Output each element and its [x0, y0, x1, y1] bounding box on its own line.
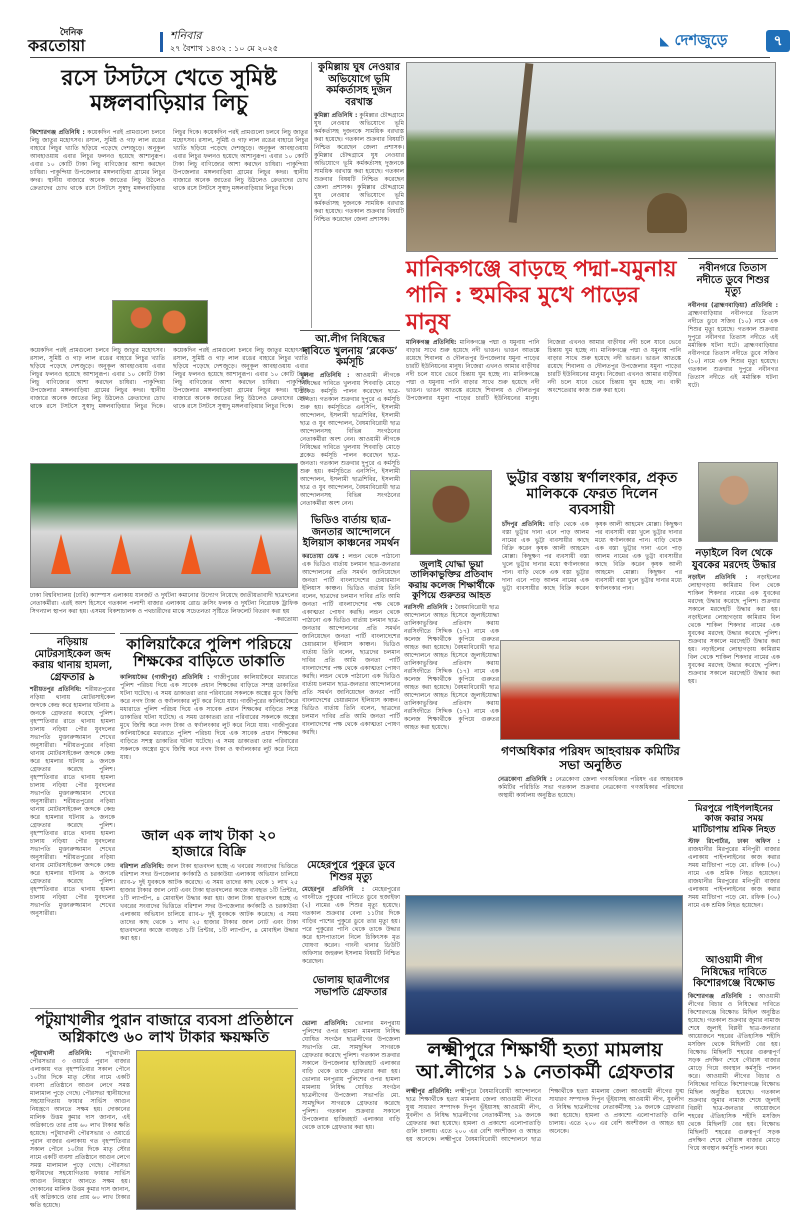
article-body: চাঁদপুর প্রতিনিধি: বাড়ি থেকে এক বস্তা ভুট্টার দানা এনে পাড় আলম নামের এক ভুট্টা ব্যবসায়ীর কাছে বিক্রি করেন কৃষক আলী আহমেদ মোল্লা। কিছুক্ষণ পর ব্যবসায়ী বস্তা খুলে ভুট্টার দানার মধ্যে স্বর্ণালংকার পান। বাড়ি থেকে এক বস্তা ভুট্টার দানা এনে পাড় আলম নামের এক ভুট্টা ব্যবসায়ীর কাছে বিক্রি করেন কৃষক আলী আহমেদ মোল্লা। কিছুক্ষণ পর ব্যবসায়ী বস্তা খুলে ভুট্টার দানার মধ্যে স্বর্ণালংকার পান। বাড়ি থেকে এক বস্তা ভুট্টার দানা এনে পাড় আলম নামের এক ভুট্টা ব্যবসায়ীর কাছে বিক্রি করেন কৃষক আলী আহমেদ মোল্লা। কিছুক্ষণ পর ব্যবসায়ী বস্তা খুলে ভুট্টার দানার মধ্যে স্বর্ণালংকার পান। [502, 521, 682, 593]
headline: জুলাই যোদ্ধা ভুয়া তালিকাভুক্তির প্রতিবাদ করায় কলেজ শিক্ষার্থীকে কুপিয়ে গুরুতর আহত [408, 560, 495, 602]
article-body-cont: কয়েকদিন পরই প্রামগুলো চলবে লিচু জাতুর মহোৎসব। রসাল, সুমিষ্ট ও গাঢ় লাল রঙের বাহারে লিচুর খ্যাতি ছড়িয়ে পড়েছে দেশজুড়ে। অনুকূল আবহাওয়ায় এবার লিচুর ফলনও হয়েছে আশানুরূপ। এবার ১০ কোটি টাকা লিচু বাণিজ্যের আশা করছেন চাষিরা। পাকুন্দিয়া উপজেলার মঙ্গলবাড়িয়া গ্রামের লিচুর কদর। স্থানীয় বাজারে অনেক জাতের লিচু উঠলেও ক্রেতাদের চোখ থাকে রসে টসটসে সুস্বাদু মঙ্গলবাড়িয়ার লিচুর দিকে। কয়েকদিন পরই প্রামগুলো চলবে লিচু জাতুর মহোৎসব। রসাল, সুমিষ্ট ও গাঢ় লাল রঙের বাহারে লিচুর খ্যাতি ছড়িয়ে পড়েছে দেশজুড়ে। অনুকূল আবহাওয়ায় এবার লিচুর ফলনও হয়েছে আশানুরূপ। এবার ১০ কোটি টাকা লিচু বাণিজ্যের আশা করছেন চাষিরা। পাকুন্দিয়া উপজেলার মঙ্গলবাড়িয়া গ্রামের লিচুর কদর। স্থানীয় বাজারে অনেক জাতের লিচু উঠলেও ক্রেতাদের চোখ থাকে রসে টসটসে সুস্বাদু মঙ্গলবাড়িয়ার লিচুর দিকে। [30, 347, 308, 410]
issue-date: ২৭ বৈশাখ ১৪৩২ : ১০ মে ২০২৫ [170, 44, 279, 53]
article-body: কালিয়াকৈর (গাজীপুর) প্রতিনিধি : গাজীপুরের কালিয়াকৈরে মধ্যরাতে পুলিশ পরিচয় দিয়ে এক সাবেক প্রধান শিক্ষকের বাড়িতে সশস্ত্র ডাকাতির ঘটনা ঘটেছে। এ সময় ডাকাতরা তার পরিবারের সকলকে অস্ত্রের মুখে জিম্মি করে নগদ টাকা ও স্বর্ণালংকার লুট করে নিয়ে যায়। গাজীপুরের কালিয়াকৈরে মধ্যরাতে পুলিশ পরিচয় দিয়ে এক সাবেক প্রধান শিক্ষকের বাড়িতে সশস্ত্র ডাকাতির ঘটনা ঘটেছে। এ সময় ডাকাতরা তার পরিবারের সকলকে অস্ত্রের মুখে জিম্মি করে নগদ টাকা ও স্বর্ণালংকার লুট করে নিয়ে যায়। গাজীপুরের কালিয়াকৈরে মধ্যরাতে পুলিশ পরিচয় দিয়ে এক সাবেক প্রধান শিক্ষকের বাড়িতে সশস্ত্র ডাকাতির ঘটনা ঘটেছে। এ সময় ডাকাতরা তার পরিবারের সকলকে অস্ত্রের মুখে জিম্মি করে নগদ টাকা ও স্বর্ণালংকার লুট করে নিয়ে যায়। [120, 673, 299, 761]
fire-damage-photo [136, 1050, 296, 1210]
traffic-cones-photo [30, 463, 298, 588]
headline: আ.লীগ নিষিদ্ধের দাবিতে খুলনায় ‘ব্লকেড’ কর্মসূচি [302, 334, 398, 368]
article-fake-note [120, 828, 298, 1004]
photo-credit: -করতোয়া [274, 616, 298, 623]
headline: রসে টসটসে খেতে সুমিষ্ট মঙ্গলবাড়িয়ার লিচু [61, 65, 277, 117]
masthead [0, 0, 800, 56]
traffic-cone-icon [51, 534, 71, 574]
body-text: কয়েকদিন পরই প্রামগুলো চলবে লিচু জাতুর মহোৎসব। রসাল, সুমিষ্ট ও গাঢ় লাল রঙের বাহারে লিচুর খ্যাতি ছড়িয়ে পড়েছে দেশজুড়ে। অনুকূল আবহাওয়ায় এবার লিচুর ফলনও হয়েছে আশানুরূপ। এবার ১০ কোটি টাকা লিচু বাণিজ্যের আশা করছেন চাষিরা। পাকুন্দিয়া উপজেলার মঙ্গলবাড়িয়া গ্রামের লিচুর কদর। স্থানীয় বাজারে অনেক জাতের লিচু উঠলেও ক্রেতাদের চোখ থাকে রসে টসটসে সুস্বাদু মঙ্গলবাড়িয়ার লিচুর দিকে। [30, 128, 202, 192]
headline: জাল এক লাখ টাকা ২০ হাজারে বিক্রি [141, 828, 277, 861]
headline: মানিকগঞ্জে বাড়ছে পদ্মা-যমুনায় পানি : হুমকির মুখে পাড়ের মানুষ [406, 256, 677, 335]
headline: মেহেরপুরে পুকুরে ডুবে শিশুর মৃত্যু [307, 860, 395, 883]
article-video-message [302, 515, 400, 855]
headline: ভুট্টার বস্তায় স্বর্ণালংকার, প্রকৃত মালিককে ফেরত দিলেন ব্যবসায়ী [506, 470, 678, 519]
litchi-photo [112, 300, 208, 344]
article-narail [688, 548, 780, 796]
tree-trunk [509, 63, 534, 223]
article-cumilla [314, 62, 404, 327]
headline: লক্ষ্মীপুরে শিক্ষার্থী হত্যা মামলায় আ.লীগের ১৯ নেতাকর্মী গ্রেফতার [416, 1039, 674, 1083]
article-body: নবীনগর (ব্রাহ্মণবাড়িয়া) প্রতিনিধি : ব্রাহ্মণবাড়িয়ার নবীনগরে তিতাস নদীতে ডুবে সজিব (১০) নামে এক শিশুর মৃত্যু হয়েছে। গতকাল শুক্রবার দুপুরে নবীনগর তিতাস নদীতে এই মর্মান্তিক ঘটনা ঘটে। ব্রাহ্মণবাড়িয়ার নবীনগরে তিতাস নদীতে ডুবে সজিব (১০) নামে এক শিশুর মৃত্যু হয়েছে। গতকাল শুক্রবার দুপুরে নবীনগর তিতাস নদীতে এই মর্মান্তিক ঘটনা ঘটে। [688, 301, 778, 389]
headline: মিরপুরে পাইপলাইনের কাজ করার সময় মাটিচাপায় শ্রমিক নিহত [692, 804, 776, 835]
article-shariatpur [30, 633, 115, 1003]
article-body: নরসিংদী প্রতিনিধি : বৈষম্যবিরোধী ছাত্র আন্দোলনে আহত হিসেবে জুলাইযোদ্ধা তালিকাভুক্তির প্রতিবাদ করায় নরসিংদীতে সিদ্দিক (১৭) নামে এক কলেজ শিক্ষার্থীকে কুপিয়ে গুরুতর আহত করা হয়েছে। বৈষম্যবিরোধী ছাত্র আন্দোলনে আহত হিসেবে জুলাইযোদ্ধা তালিকাভুক্তির প্রতিবাদ করায় নরসিংদীতে সিদ্দিক (১৭) নামে এক কলেজ শিক্ষার্থীকে কুপিয়ে গুরুতর আহত করা হয়েছে। বৈষম্যবিরোধী ছাত্র আন্দোলনে আহত হিসেবে জুলাইযোদ্ধা তালিকাভুক্তির প্রতিবাদ করায় নরসিংদীতে সিদ্দিক (১৭) নামে এক কলেজ শিক্ষার্থীকে কুপিয়ে গুরুতর আহত করা হয়েছে। [404, 604, 499, 732]
article-body: বরিশাল প্রতিনিধি: জাল টাকা হাতবদল হচ্ছে এ খবরের সংবাদের ভিত্তিতে বরিশাল সদর উপজেলার কর্ণকাঠি ও চরকাউয়া এলাকায় অভিযান চালিয়ে র‍্যাব-৮ দুই যুবককে আটক করেছে। এ সময় তাদের কাছ থেকে ১ লাখ ২৫ হাজার টাকার জাল নোট এবং টাকা হাতবদলের কাজে ব্যবহৃত ১টি প্রিন্টার, ১টি ল্যাপটপ, ৪ মোবাইল উদ্ধার করা হয়। জাল টাকা হাতবদল হচ্ছে এ খবরের সংবাদের ভিত্তিতে বরিশাল সদর উপজেলার কর্ণকাঠি ও চরকাউয়া এলাকায় অভিযান চালিয়ে র‍্যাব-৮ দুই যুবককে আটক করেছে। এ সময় তাদের কাছ থেকে ১ লাখ ২৫ হাজার টাকার জাল নোট এবং টাকা হাতবদলের কাজে ব্যবহৃত ১টি প্রিন্টার, ১টি ল্যাপটপ, ৪ মোবাইল উদ্ধার করা হয়। [120, 863, 298, 943]
article-bhola-body: ভোলা প্রতিনিধি: ভোলার মনপুরায় পুলিশের ওপর হামলা মামলায় নিষিদ্ধ ঘোষিত সংগঠন ছাত্রলীগের উপজেলা সভাপতি মো. সামছুদ্দিন সাগরকে গ্রেফতার করেছে পুলিশ। গতকাল শুক্রবার সকালে উপজেলার হাজিরহাট এলাকার বাড়ি থেকে তাকে গ্রেফতার করা হয়। ভোলার মনপুরায় পুলিশের ওপর হামলা মামলায় নিষিদ্ধ ঘোষিত সংগঠন ছাত্রলীগের উপজেলা সভাপতি মো. সামছুদ্দিন সাগরকে গ্রেফতার করেছে পুলিশ। গতকাল শুক্রবার সকালে উপজেলার হাজিরহাট এলাকার বাড়ি থেকে তাকে গ্রেফতার করা হয়। [302, 1020, 400, 1131]
article-body: কিশোরগঞ্জ প্রতিনিধি : কয়েকদিন পরই প্রামগুলো চলবে লিচু জাতুর মহোৎসব। রসাল, সুমিষ্ট ও গাঢ় লাল রঙের বাহারে লিচুর খ্যাতি ছড়িয়ে পড়েছে দেশজুড়ে। অনুকূল আবহাওয়ায় এবার লিচুর ফলনও হয়েছে আশানুরূপ। এবার ১০ কোটি টাকা লিচু বাণিজ্যের আশা করছেন চাষিরা। পাকুন্দিয়া উপজেলার মঙ্গলবাড়িয়া গ্রামের লিচুর কদর। স্থানীয় বাজারে অনেক জাতের লিচু উঠলেও ক্রেতাদের চোখ থাকে রসে টসটসে সুস্বাদু মঙ্গলবাড়িয়ার লিচুর দিকে। কয়েকদিন পরই প্রামগুলো চলবে লিচু জাতুর মহোৎসব। রসাল, সুমিষ্ট ও গাঢ় লাল রঙের বাহারে লিচুর খ্যাতি ছড়িয়ে পড়েছে দেশজুড়ে। অনুকূল আবহাওয়ায় এবার লিচুর ফলনও হয়েছে আশানুরূপ। এবার ১০ কোটি টাকা লিচু বাণিজ্যের আশা করছেন চাষিরা। পাকুন্দিয়া উপজেলার মঙ্গলবাড়িয়া গ্রামের লিচুর কদর। স্থানীয় বাজারে অনেক জাতের লিচু উঠলেও ক্রেতাদের চোখ থাকে রসে টসটসে সুস্বাদু মঙ্গলবাড়িয়ার লিচুর দিকে। [30, 128, 308, 192]
article-patuakhali [30, 1012, 298, 1226]
newspaper-logo: করতোয়া [28, 36, 86, 55]
article-gold [502, 470, 682, 636]
article-mirpur [688, 800, 780, 950]
article-body: কিশোরগঞ্জ প্রতিনিধি : আওয়ামী লীগের বিচার ও নিষিদ্ধের দাবিতে কিশোরগঞ্জে বিক্ষোভ মিছিল অনুষ্ঠিত হয়েছে। গতকাল শুক্রবার জুমার নামাজ শেষে জুলাই বিপ্লবী ছাত্র-জনতার আয়োজনে শহরের ঐতিহাসিক শহীদি মসজিদ থেকে মিছিলটি বের হয়। বিক্ষোভ মিছিলটি শহরের গুরুত্বপূর্ণ সড়ক প্রদক্ষিণ শেষে গৌরাঙ্গ বাজার মোড়ে গিয়ে অবস্থান কর্মসূচি পালন করে। আওয়ামী লীগের বিচার ও নিষিদ্ধের দাবিতে কিশোরগঞ্জে বিক্ষোভ মিছিল অনুষ্ঠিত হয়েছে। গতকাল শুক্রবার জুমার নামাজ শেষে জুলাই বিপ্লবী ছাত্র-জনতার আয়োজনে শহরের ঐতিহাসিক শহীদি মসজিদ থেকে মিছিলটি বের হয়। বিক্ষোভ মিছিলটি শহরের গুরুত্বপূর্ণ সড়ক প্রদক্ষিণ শেষে গৌরাঙ্গ বাজার মোড়ে গিয়ে অবস্থান কর্মসূচি পালন করে। [688, 992, 780, 1152]
section-label: দেশজুড়ে [674, 31, 728, 49]
headline: নড়িয়ায় মোটরসাইকেল জব্দ করায় থানায় হামলা, গ্রেফতার ৯ [32, 637, 113, 683]
article-body: লক্ষ্মীপুর প্রতিনিধি: লক্ষ্মীপুরে বৈষম্যবিরোধী আন্দোলনে ছাত্র শিক্ষার্থীকে হত্যা মামলায় জেলা আওয়ামী লীগের যুগ্ম সাধারণ সম্পাদক দিপুন ভূঁইয়াসহ আওয়ামী লীগ, যুবলীগ ও নিষিদ্ধ ছাত্রলীগের নেতাকর্মীসহ ১৯ জনকে গ্রেফতার করা হয়েছে। হামলা ও প্রকাশ্যে এলোপাতাড়ি গুলি চালায়। এতে ২০০ এর বেশি অংশীজন ও আহত হয় অনেকে। লক্ষ্মীপুরে বৈষম্যবিরোধী আন্দোলনে ছাত্র শিক্ষার্থীকে হত্যা মামলায় জেলা আওয়ামী লীগের যুগ্ম সাধারণ সম্পাদক দিপুন ভূঁইয়াসহ আওয়ামী লীগ, যুবলীগ ও নিষিদ্ধ ছাত্রলীগের নেতাকর্মীসহ ১৯ জনকে গ্রেফতার করা হয়েছে। হামলা ও প্রকাশ্যে এলোপাতাড়ি গুলি চালায়। এতে ২০০ এর বেশি অংশীজন ও আহত হয় অনেকে। [406, 1087, 684, 1143]
article-body: খুলনা প্রতিনিধি : আওয়ামী লীগকে নিষিদ্ধের দাবিতে খুলনায় শিববাড়ি মোড়ে ব্লকেড কর্মসূচি পালন করেছেন ছাত্র-জনতা। গতকাল শুক্রবার দুপুরে এ কর্মসূচি শুরু হয়। কর্মসূচিতে এনসিপি, ইসলামী আন্দোলন, ইসলামী ছাত্রশিবির, ইসলামী ছাত্র ও যুব আন্দোলন, বৈষম্যবিরোধী ছাত্র আন্দোলনসহ বিভিন্ন সংগঠনের নেতাকর্মীরা অংশ নেন। আওয়ামী লীগকে নিষিদ্ধের দাবিতে খুলনায় শিববাড়ি মোড়ে ব্লকেড কর্মসূচি পালন করেছেন ছাত্র-জনতা। গতকাল শুক্রবার দুপুরে এ কর্মসূচি শুরু হয়। কর্মসূচিতে এনসিপি, ইসলামী আন্দোলন, ইসলামী ছাত্রশিবির, ইসলামী ছাত্র ও যুব আন্দোলন, বৈষম্যবিরোধী ছাত্র আন্দোলনসহ বিভিন্ন সংগঠনের নেতাকর্মীরা অংশ নেন। [300, 371, 400, 507]
youth-photo [698, 462, 778, 542]
section-divider [30, 1008, 298, 1009]
header-divider [160, 32, 163, 52]
article-body: পটুয়াখালী প্রতিনিধি: পটুয়াখালী পৌরসভার ৩ ওয়ার্ডে পুরান বাজার এলাকায় গত বৃহস্পতিবার সকাল পৌনে ১০টার দিকে মাতৃ স্টোর নামে একটি ব্যবসা প্রতিষ্ঠানে আগুন লেগে সমস্ত মালামাল পুড়ে গেছে। পৌরসভা স্থানীয়দের সহযোগিতায় ফায়ার সার্ভিস আগুন নিয়ন্ত্রণে আনতে সক্ষম হয়। দোকানের মালিক উত্তম কুমার দাস জানান, এই অগ্নিকাণ্ডে তার প্রায় ৬০ লাখ টাকার ক্ষতি হয়েছে। পটুয়াখালী পৌরসভার ৩ ওয়ার্ডে পুরান বাজার এলাকায় গত বৃহস্পতিবার সকাল পৌনে ১০টার দিকে মাতৃ স্টোর নামে একটি ব্যবসা প্রতিষ্ঠানে আগুন লেগে সমস্ত মালামাল পুড়ে গেছে। পৌরসভা স্থানীয়দের সহযোগিতায় ফায়ার সার্ভিস আগুন নিয়ন্ত্রণে আনতে সক্ষম হয়। দোকানের মালিক উত্তম কুমার দাস জানান, এই অগ্নিকাণ্ডে তার প্রায় ৬০ লাখ টাকার ক্ষতি হয়েছে। [30, 1049, 130, 1209]
article-content-row [30, 1050, 298, 1210]
tree-stump [647, 193, 687, 233]
article-bhola [302, 975, 400, 1015]
article-meherpur [302, 860, 400, 970]
issue-day: শনিবার [170, 29, 202, 42]
headline: কুমিল্লায় ঘুষ নেওয়ার অভিযোগে ভূমি কর্মকর্তাসহ দুজন বরখাস্ত [318, 62, 400, 108]
student-photo [410, 470, 492, 555]
headline: গণঅধিকার পরিষদ আহবায়ক কমিটির সভা অনুষ্ঠিত [501, 744, 680, 772]
dateline: কিশোরগঞ্জ প্রতিনিধি : [30, 128, 85, 136]
article-manikganj [406, 256, 681, 461]
headline: নড়াইলে বিল থেকে যুবকের মরদেহ উদ্ধার [692, 548, 776, 571]
article-body: মেহেরপুর প্রতিনিধি : মেহেরপুরের গাংনীতে পুকুরের পানিতে ডুবে হুজাইফা (২) নামের এক শিশুর মৃত্যু হয়েছে। গতকাল শুক্রবার বেলা ১১টার দিকে বাড়ির পাশের পুকুরে ডুবে তার মৃত্যু হয়। পরে পুকুরের পানি থেকে তাকে উদ্ধার করে হাসপাতালে নিলে চিকিৎসক মৃত ঘোষণা করেন। গাংনী থানার ডিউটি অফিসার জহুরুল ইসলাম বিষয়টি নিশ্চিত করেছেন। [302, 886, 400, 965]
article-body: শরীয়তপুর প্রতিনিধি: শরীয়তপুরের নড়িয়া থানায় মোটরসাইকেল জব্দকে কেন্দ্র করে হামলার ঘটনায় ৯ জনকে গ্রেফতার করেছে পুলিশ। বৃহস্পতিবার রাতে থানায় হামলা চালায় নড়িয়া পৌর যুবদলের সভাপতি মুক্তারুজ্জামান শেখের অনুসারীরা। শরীয়তপুরের নড়িয়া থানায় মোটরসাইকেল জব্দকে কেন্দ্র করে হামলার ঘটনায় ৯ জনকে গ্রেফতার করেছে পুলিশ। বৃহস্পতিবার রাতে থানায় হামলা চালায় নড়িয়া পৌর যুবদলের সভাপতি মুক্তারুজ্জামান শেখের অনুসারীরা। শরীয়তপুরের নড়িয়া থানায় মোটরসাইকেল জব্দকে কেন্দ্র করে হামলার ঘটনায় ৯ জনকে গ্রেফতার করেছে পুলিশ। বৃহস্পতিবার রাতে থানায় হামলা চালায় নড়িয়া পৌর যুবদলের সভাপতি মুক্তারুজ্জামান শেখের অনুসারীরা। শরীয়তপুরের নড়িয়া থানায় মোটরসাইকেল জব্দকে কেন্দ্র করে হামলার ঘটনায় ৯ জনকে গ্রেফতার করেছে পুলিশ। বৃহস্পতিবার রাতে থানায় হামলা চালায় নড়িয়া পৌর যুবদলের সভাপতি মুক্তারুজ্জামান শেখের অনুসারীরা। [30, 686, 115, 917]
header-rule [30, 57, 770, 58]
headline: পটুয়াখালীর পুরান বাজারে ব্যবসা প্রতিষ্ঠানে অগ্নিকাণ্ডে ৬০ লাখ টাকার ক্ষয়ক্ষতি [35, 1011, 293, 1047]
headline: ভোলায় ছাত্রলীগের সভাপতি গ্রেফতার [312, 975, 390, 998]
newspaper-logo-small: দৈনিক [60, 28, 83, 38]
photo-caption: ঢাকা বিশ্ববিদ্যালয় (ঢাবি) ক্যাম্পাস এলাকায় যানজট ও দুর্ঘটনা কমানোর উদ্যোগ নিয়েছে জাতীয়তাবাদী ছাত্রদলের নেতাকর্মীরা। এরই অংশ হিসেবে গতকাল পলাশী বাজার এলাকায় রোড ক্রসিং ফলক ও দুর্ঘটনা নিরোধক ট্রাফিক সিগন্যাল স্থাপন করা হয়। এসময় বিকশাচালক ও পথচারীদের মাঝে সচেতনতা সৃষ্টিতে লিফলেট বিতরণ করা হয় -করতোয়া [30, 592, 298, 623]
bangladesh-map-icon: ◣ [660, 34, 670, 48]
headline: নবীনগরে তিতাস নদীতে ডুবে শিশুর মৃত্যু [696, 263, 770, 297]
river-erosion-photo [406, 62, 776, 252]
article-lakshmipur [406, 1040, 684, 1225]
article-khulna [300, 330, 400, 510]
article-body: নড়াইল প্রতিনিধি : নড়াইলের লোহাগড়ায় কামিরাম বিল থেকে শাকিল শিকদার নামের এক যুবকের মরদেহ উদ্ধার করেছে পুলিশ। শুক্রবার সকালে মরদেহটি উদ্ধার করা হয়। নড়াইলের লোহাগড়ায় কামিরাম বিল থেকে শাকিল শিকদার নামের এক যুবকের মরদেহ উদ্ধার করেছে পুলিশ। শুক্রবার সকালে মরদেহটি উদ্ধার করা হয়। নড়াইলের লোহাগড়ায় কামিরাম বিল থেকে শাকিল শিকদার নামের এক যুবকের মরদেহ উদ্ধার করেছে পুলিশ। শুক্রবার সকালে মরদেহটি উদ্ধার করা হয়। [688, 574, 780, 685]
article-body: কুমিল্লা প্রতিনিধি : কুমিল্লার চৌদ্দগ্রামে ঘুষ নেওয়ার অভিযোগে ভূমি কর্মকর্তাসহ দুজনকে সাময়িক বরখাস্ত করা হয়েছে। গতকাল শুক্রবার বিষয়টি নিশ্চিত করেছেন জেলা প্রশাসক। কুমিল্লার চৌদ্দগ্রামে ঘুষ নেওয়ার অভিযোগে ভূমি কর্মকর্তাসহ দুজনকে সাময়িক বরখাস্ত করা হয়েছে। গতকাল শুক্রবার বিষয়টি নিশ্চিত করেছেন জেলা প্রশাসক। কুমিল্লার চৌদ্দগ্রামে ঘুষ নেওয়ার অভিযোগে ভূমি কর্মকর্তাসহ দুজনকে সাময়িক বরখাস্ত করা হয়েছে। গতকাল শুক্রবার বিষয়টি নিশ্চিত করেছেন জেলা প্রশাসক। [314, 112, 404, 223]
article-body: স্টাফ রিপোর্টার, ঢাকা অফিস : রাজধানীর মিরপুরের মনিপুরী বাজার এলাকায় পাইপলাইনের কাজ করার সময় মাটিচাপা পড়ে মো. রফিক (৩০) নামে এক শ্রমিক নিহত হয়েছেন। রাজধানীর মিরপুরের মনিপুরী বাজার এলাকায় পাইপলাইনের কাজ করার সময় মাটিচাপা পড়ে মো. রফিক (৩০) নামে এক শ্রমিক নিহত হয়েছেন। [688, 838, 780, 910]
article-kishoreganj [688, 955, 780, 1225]
arrest-photo [405, 895, 683, 1035]
article-body: মানিকগঞ্জ প্রতিনিধি: মানিকগঞ্জে পদ্মা ও যমুনায় পানি বাড়ার সাথে শুরু হয়েছে নদী ভাঙন। ভাঙন আতঙ্কে রয়েছে শিবালয় ও দৌলতপুর উপজেলার যমুনা পাড়ের চারটি ইউনিয়নের মানুষ। নিজেরা এখনও আমার বাড়ীঘর নদী চলে যাবে ভেবে চিন্তায় ঘুম হচ্ছে না। মানিকগঞ্জে পদ্মা ও যমুনায় পানি বাড়ার সাথে শুরু হয়েছে নদী ভাঙন। ভাঙন আতঙ্কে রয়েছে শিবালয় ও দৌলতপুর উপজেলার যমুনা পাড়ের চারটি ইউনিয়নের মানুষ। নিজেরা এখনও আমার বাড়ীঘর নদী চলে যাবে ভেবে চিন্তায় ঘুম হচ্ছে না। মানিকগঞ্জে পদ্মা ও যমুনায় পানি বাড়ার সাথে শুরু হয়েছে নদী ভাঙন। ভাঙন আতঙ্কে রয়েছে শিবালয় ও দৌলতপুর উপজেলার যমুনা পাড়ের চারটি ইউনিয়নের মানুষ। নিজেরা এখনও আমার বাড়ীঘর নদী চলে যাবে ভেবে চিন্তায় ঘুম হচ্ছে না। বাকী অংশেতেরার কাজ শুরু করা হবে। [406, 339, 681, 403]
headline: ভিডিও বার্তায় ছাত্র-জনতার আন্দোলনে ইলিয়াস কাঞ্চনের সমর্থন [302, 515, 400, 549]
traffic-cone-icon [181, 534, 201, 574]
article-body: করতোয়া ডেস্ক : লন্ডন থেকে পাঠানো এক ভিডিও বার্তায় চলমান ছাত্র-জনতার আন্দোলনের প্রতি সমর্থন জানিয়েছেন জনতা পার্টি বাংলাদেশের চেয়ারম্যান ইলিয়াস কাঞ্চন। ভিডিও বার্তায় তিনি বলেন, ছাত্রদের চলমান দাবির প্রতি আমি জনতা পার্টি বাংলাদেশের পক্ষ থেকে একাত্মতা পোষণ করছি। লন্ডন থেকে পাঠানো এক ভিডিও বার্তায় চলমান ছাত্র-জনতার আন্দোলনের প্রতি সমর্থন জানিয়েছেন জনতা পার্টি বাংলাদেশের চেয়ারম্যান ইলিয়াস কাঞ্চন। ভিডিও বার্তায় তিনি বলেন, ছাত্রদের চলমান দাবির প্রতি আমি জনতা পার্টি বাংলাদেশের পক্ষ থেকে একাত্মতা পোষণ করছি। লন্ডন থেকে পাঠানো এক ভিডিও বার্তায় চলমান ছাত্র-জনতার আন্দোলনের প্রতি সমর্থন জানিয়েছেন জনতা পার্টি বাংলাদেশের চেয়ারম্যান ইলিয়াস কাঞ্চন। ভিডিও বার্তায় তিনি বলেন, ছাত্রদের চলমান দাবির প্রতি আমি জনতা পার্টি বাংলাদেশের পক্ষ থেকে একাত্মতা পোষণ করছি। [302, 552, 400, 736]
headline: আওয়ামী লীগ নিষিদ্ধের দাবিতে কিশোরগঞ্জে বিক্ষোভ [693, 955, 775, 989]
traffic-cone-icon [251, 534, 271, 574]
headline: কালিয়াকৈরে পুলিশ পরিচয়ে শিক্ষকের বাড়িতে ডাকাতি [126, 635, 292, 671]
article-titas [688, 258, 778, 458]
article-kaliakoir [120, 633, 298, 823]
article-body: নেত্রকোণা প্রতিনিধি : নেত্রকোণা জেলা গণঅধিকার পরিষদ এর আহবায়ক কমিটির পরিচিতি সভা গতকাল শুক্রবার নেত্রকোণা গণঅধিকার পরিষদের অস্থায়ী কার্যালয় অনুষ্ঠিত হয়েছে। [498, 775, 683, 799]
article-narsingdi [404, 560, 499, 800]
page-number: ৭ [766, 30, 790, 52]
article-gono-odhikar [498, 745, 683, 890]
article-litchi [30, 62, 308, 462]
section-title [660, 30, 727, 51]
column-divider [311, 62, 312, 328]
traffic-cone-icon [111, 534, 131, 574]
meeting-photo [500, 640, 680, 740]
